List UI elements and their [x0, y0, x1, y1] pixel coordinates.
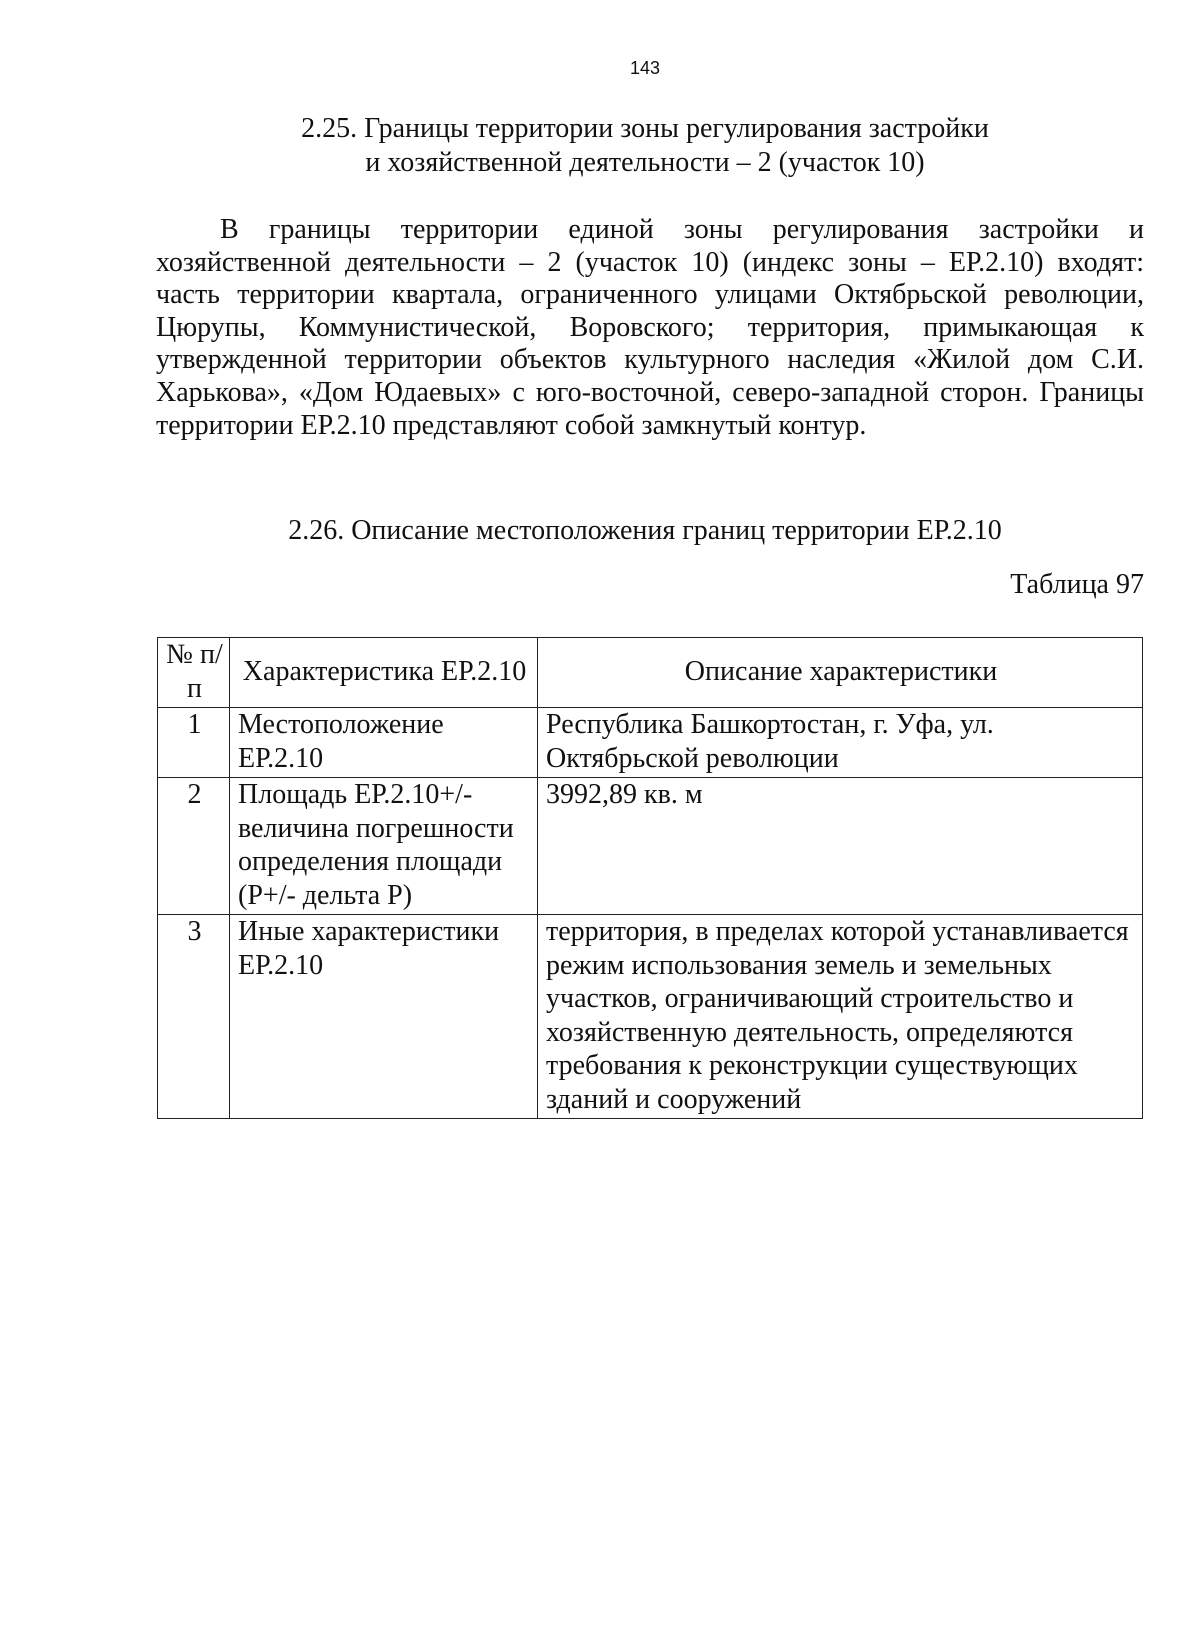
characteristics-table	[157, 637, 1143, 1119]
row-description: территория, в пределах которой устанавливается режим использования земель и земельных участков, ограничивающий строительство и хозяйственную деятельность, определяются требования к реконструкции существующих зданий и сооружений	[538, 915, 1143, 1119]
table-row	[158, 778, 1143, 915]
row-num: 1	[158, 708, 230, 778]
table-caption: Таблица 97	[1010, 569, 1144, 600]
table-row	[158, 708, 1143, 778]
row-characteristic: Иные характеристики ЕР.2.10	[230, 915, 538, 1119]
header-description: Описание характеристики	[538, 638, 1143, 708]
row-characteristic: Местоположение ЕР.2.10	[230, 708, 538, 778]
table-row	[158, 915, 1143, 1119]
section-heading-2-26: 2.26. Описание местоположения границ территории ЕР.2.10	[288, 515, 1002, 546]
row-description: 3992,89 кв. м	[538, 778, 1143, 915]
section-heading-line-2: и хозяйственной деятельности – 2 (участок 10)	[365, 147, 925, 178]
page-number: 143	[629, 58, 661, 78]
header-num: № п/п	[158, 638, 230, 708]
row-num: 3	[158, 915, 230, 1119]
row-num: 2	[158, 778, 230, 915]
section-heading-2-25	[150, 112, 1140, 180]
row-description: Республика Башкортостан, г. Уфа, ул. Октябрьской революции	[538, 708, 1143, 778]
table-header-row	[158, 638, 1143, 708]
header-characteristic: Характеристика ЕР.2.10	[230, 638, 538, 708]
row-characteristic: Площадь ЕР.2.10+/- величина погрешности определения площади (Р+/- дельта Р)	[230, 778, 538, 915]
section-heading-line-1: 2.25. Границы территории зоны регулирования застройки	[301, 113, 989, 144]
zone-boundaries-paragraph: В границы территории единой зоны регулирования застройки и хозяйственной деятельности – 2 (участок 10) (индекс зоны – ЕР.2.10) входят: часть территории квартала, ограниченного улицами Октябрьской революции, Цюрупы, Коммунистической, Воровского; территория, примыкающая к утвержденной территории объектов культурного наследия «Жилой дом С.И. Харькова», «Дом Юдаевых» с юго-восточной, северо-западной сторон. Границы территории ЕР.2.10 представляют собой замкнутый контур.	[156, 214, 1144, 441]
